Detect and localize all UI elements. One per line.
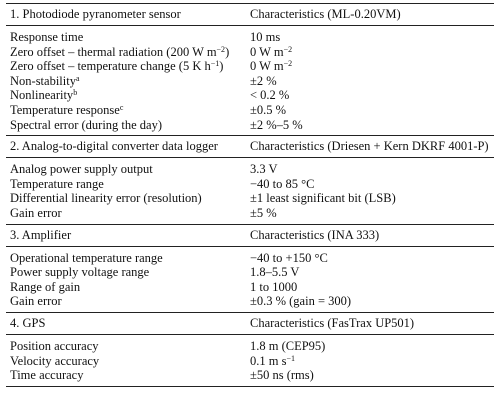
table-row	[6, 246, 494, 265]
row-value-cell	[244, 74, 494, 89]
row-label-cell	[6, 265, 244, 280]
row-label-cell	[6, 74, 244, 89]
row-label: Differential linearity error (resolution)	[10, 191, 202, 206]
row-label-cell	[6, 177, 244, 192]
row-label-superscript: −2	[216, 44, 226, 54]
row-label: Analog power supply output	[10, 162, 153, 177]
row-value-cell	[244, 246, 494, 265]
row-label-superscript: b	[73, 88, 78, 98]
spec-table-body	[6, 4, 494, 387]
row-value: ±2 %–5 %	[250, 117, 303, 132]
table-row	[6, 206, 494, 224]
row-value-cell	[244, 206, 494, 224]
row-value: −40 to +150 °C	[250, 250, 328, 265]
row-label-cell	[6, 368, 244, 386]
table-row	[6, 334, 494, 353]
row-value: ±5 %	[250, 205, 277, 220]
row-value-cell	[244, 368, 494, 386]
row-label: Gain error	[10, 294, 62, 309]
row-value: ±1 least significant bit (LSB)	[250, 191, 396, 206]
section-characteristics-label: Characteristics (INA 333)	[244, 224, 494, 246]
row-value-cell	[244, 177, 494, 192]
row-label-cell	[6, 246, 244, 265]
table-row	[6, 265, 494, 280]
row-label-cell	[6, 59, 244, 74]
row-label-cell	[6, 294, 244, 312]
table-row	[6, 45, 494, 60]
table-row	[6, 354, 494, 369]
table-row	[6, 74, 494, 89]
row-value: 0 W m	[250, 44, 284, 59]
row-label: Temperature range	[10, 176, 104, 191]
row-label-cell	[6, 103, 244, 118]
row-value-cell	[244, 26, 494, 45]
row-value: ±50 ns (rms)	[250, 368, 314, 383]
row-label: Position accuracy	[10, 338, 99, 353]
row-label: Gain error	[10, 205, 62, 220]
row-value-cell	[244, 158, 494, 177]
table-row	[6, 280, 494, 295]
section-header	[6, 4, 494, 26]
table-row	[6, 368, 494, 386]
table-row	[6, 59, 494, 74]
row-label: Temperature response	[10, 102, 120, 117]
row-label-cell	[6, 118, 244, 136]
row-value: 1.8 m (CEP95)	[250, 338, 326, 353]
row-label-cell	[6, 158, 244, 177]
row-value-cell	[244, 191, 494, 206]
row-value: −40 to 85 °C	[250, 176, 315, 191]
row-label-superscript: −1	[210, 59, 220, 69]
row-label: Power supply voltage range	[10, 265, 150, 280]
row-value-cell	[244, 88, 494, 103]
section-header	[6, 136, 494, 158]
row-label-cell	[6, 280, 244, 295]
row-value-cell	[244, 280, 494, 295]
spec-table	[6, 3, 494, 387]
row-label-cell	[6, 191, 244, 206]
section-header	[6, 224, 494, 246]
section-title: 1. Photodiode pyranometer sensor	[6, 4, 244, 26]
table-row	[6, 191, 494, 206]
section-header	[6, 312, 494, 334]
row-label-tail: )	[225, 44, 230, 59]
row-label-cell	[6, 334, 244, 353]
table-row	[6, 158, 494, 177]
section-characteristics-label: Characteristics (FasTrax UP501)	[244, 312, 494, 334]
row-label-superscript: c	[119, 102, 124, 112]
row-value-superscript: −1	[286, 353, 295, 363]
row-label: Operational temperature range	[10, 250, 163, 265]
table-row	[6, 88, 494, 103]
row-label-tail: )	[219, 59, 224, 74]
section-characteristics-label: Characteristics (Driesen + Kern DKRF 4001-P)	[244, 136, 494, 158]
row-label: Zero offset – thermal radiation (200 W m	[10, 44, 217, 59]
row-label-superscript: a	[75, 73, 80, 83]
row-value-superscript: −2	[283, 59, 293, 69]
row-value: 10 ms	[250, 30, 281, 44]
row-label-cell	[6, 206, 244, 224]
table-row	[6, 103, 494, 118]
row-value-cell	[244, 265, 494, 280]
row-label-cell	[6, 45, 244, 60]
table-row	[6, 177, 494, 192]
row-label: Nonlinearity	[10, 88, 74, 103]
row-value-cell	[244, 334, 494, 353]
row-value-cell	[244, 118, 494, 136]
table-row	[6, 294, 494, 312]
row-value-cell	[244, 103, 494, 118]
row-value: < 0.2 %	[250, 88, 290, 103]
row-value-superscript: −2	[283, 44, 293, 54]
row-label: Time accuracy	[10, 368, 84, 383]
row-value: 1 to 1000	[250, 279, 298, 294]
section-characteristics-label: Characteristics (ML-0.20VM)	[244, 4, 494, 26]
table-row	[6, 26, 494, 45]
section-title: 2. Analog-to-digital converter data logger	[6, 136, 244, 158]
row-value-cell	[244, 45, 494, 60]
row-value: ±0.3 % (gain = 300)	[250, 294, 352, 309]
row-value-cell	[244, 59, 494, 74]
row-label-cell	[6, 26, 244, 45]
row-value: 0 W m	[250, 59, 284, 74]
section-title: 3. Amplifier	[6, 224, 244, 246]
row-value-cell	[244, 294, 494, 312]
row-label: Spectral error (during the day)	[10, 117, 163, 132]
row-label: Zero offset – temperature change (5 K h	[10, 59, 211, 74]
row-label-cell	[6, 354, 244, 369]
row-label: Response time	[10, 30, 84, 44]
row-value: ±2 %	[250, 73, 277, 88]
row-value: 1.8–5.5 V	[250, 265, 300, 280]
row-label: Range of gain	[10, 279, 81, 294]
row-label: Velocity accuracy	[10, 353, 100, 368]
row-value: ±0.5 %	[250, 102, 287, 117]
table-row	[6, 118, 494, 136]
row-value: 0.1 m s	[250, 353, 287, 368]
section-title: 4. GPS	[6, 312, 244, 334]
row-value-cell	[244, 354, 494, 369]
row-value: 3.3 V	[250, 162, 278, 177]
row-label-cell	[6, 88, 244, 103]
row-label: Non-stability	[10, 73, 76, 88]
